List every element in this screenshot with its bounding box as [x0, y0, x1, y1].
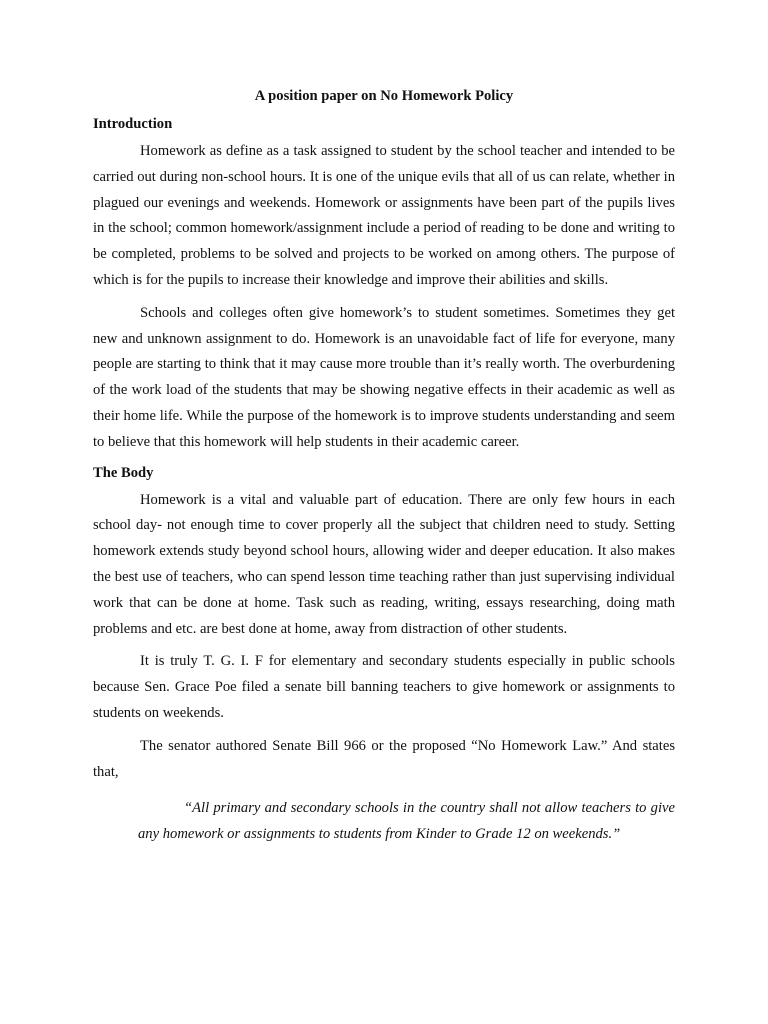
senate-bill-quote: “All primary and secondary schools in the country shall not allow teachers to give any homework or assignments to students from Kinder to Grade 12 on weekends.” — [138, 800, 675, 843]
document-title: A position paper on No Homework Policy — [254, 88, 514, 104]
introduction-paragraph-1: Homework as define as a task assigned to student by the school teacher and intended to be carried out during non-school hours. It is one of the unique evils that all of us can relate, whether in plagued our evenings and weekends. Homework or assignments have been part of the pupils lives in the school; common homework/assignment include a period of reading to be done and writing to be completed, problems to be solved and projects to be worked on among others. The purpose of which is for the pupils to increase their knowledge and improve their abilities and skills. — [93, 143, 675, 288]
section-heading-introduction: Introduction — [93, 116, 173, 132]
body-paragraph-1: Homework is a vital and valuable part of education. There are only few hours in each school day- not enough time to cover properly all the subject that children need to study. Setting homework extends study beyond school hours, allowing wider and deeper education. It also makes the best use of teachers, who can spend lesson time teaching rather than just supervising individual work that can be done at home. Task such as reading, writing, essays researching, doing math problems and etc. are best done at home, away from distraction of other students. — [93, 491, 675, 637]
body-paragraph-2: It is truly T. G. I. F for elementary and secondary students especially in public schools because Sen. Grace Poe filed a senate bill banning teachers to give homework or assignments to students on weekends. — [93, 653, 675, 721]
body-paragraph-3: The senator authored Senate Bill 966 or the proposed “No Homework Law.” And states that, — [93, 737, 675, 780]
section-heading-body: The Body — [93, 464, 154, 481]
document-page — [93, 86, 675, 847]
introduction-paragraph-2: Schools and colleges often give homework’s to student sometimes. Sometimes they get new and unknown assignment to do. Homework is an unavoidable fact of life for everyone, many people are starting to think that it may cause more trouble than it’s really worth. The overburdening of the work load of the students that may be showing negative effects in their academic as well as their home life. While the purpose of the homework is to improve students understanding and seem to believe that this homework will help students in their academic career. — [93, 304, 675, 450]
